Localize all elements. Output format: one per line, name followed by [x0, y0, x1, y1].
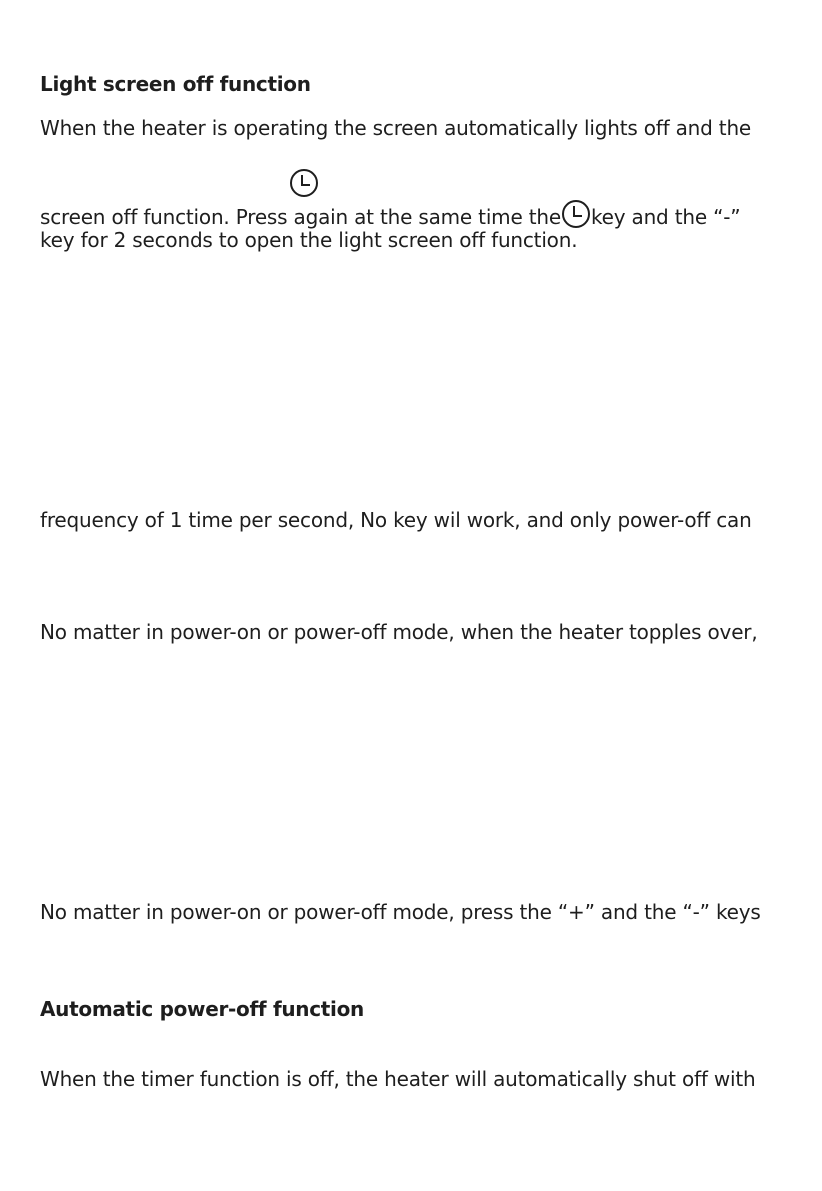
- paragraph-line: When the heater is operating the screen automatically lights off and the: [40, 116, 752, 140]
- paragraph-line: No matter in power-on or power-off mode, press the “+” and the “-” keys: [40, 900, 761, 924]
- clock-icon: [289, 168, 319, 198]
- paragraph-line: [40, 199, 740, 229]
- paragraph-line: When the timer function is off, the heater will automatically shut off with: [40, 1067, 756, 1091]
- paragraph-line: frequency of 1 time per second, No key wil work, and only power-off can: [40, 508, 752, 532]
- paragraph-line: key for 2 seconds to open the light screen off function.: [40, 228, 578, 252]
- paragraph-line: No matter in power-on or power-off mode, when the heater topples over,: [40, 620, 758, 644]
- paragraph-text: key and the “-”: [590, 205, 741, 229]
- heading-automatic-power-off: Automatic power-off function: [40, 997, 364, 1021]
- paragraph-text: screen off function. Press again at the same time the: [40, 205, 561, 229]
- clock-icon: [561, 199, 591, 229]
- heading-light-screen-off: Light screen off function: [40, 72, 311, 96]
